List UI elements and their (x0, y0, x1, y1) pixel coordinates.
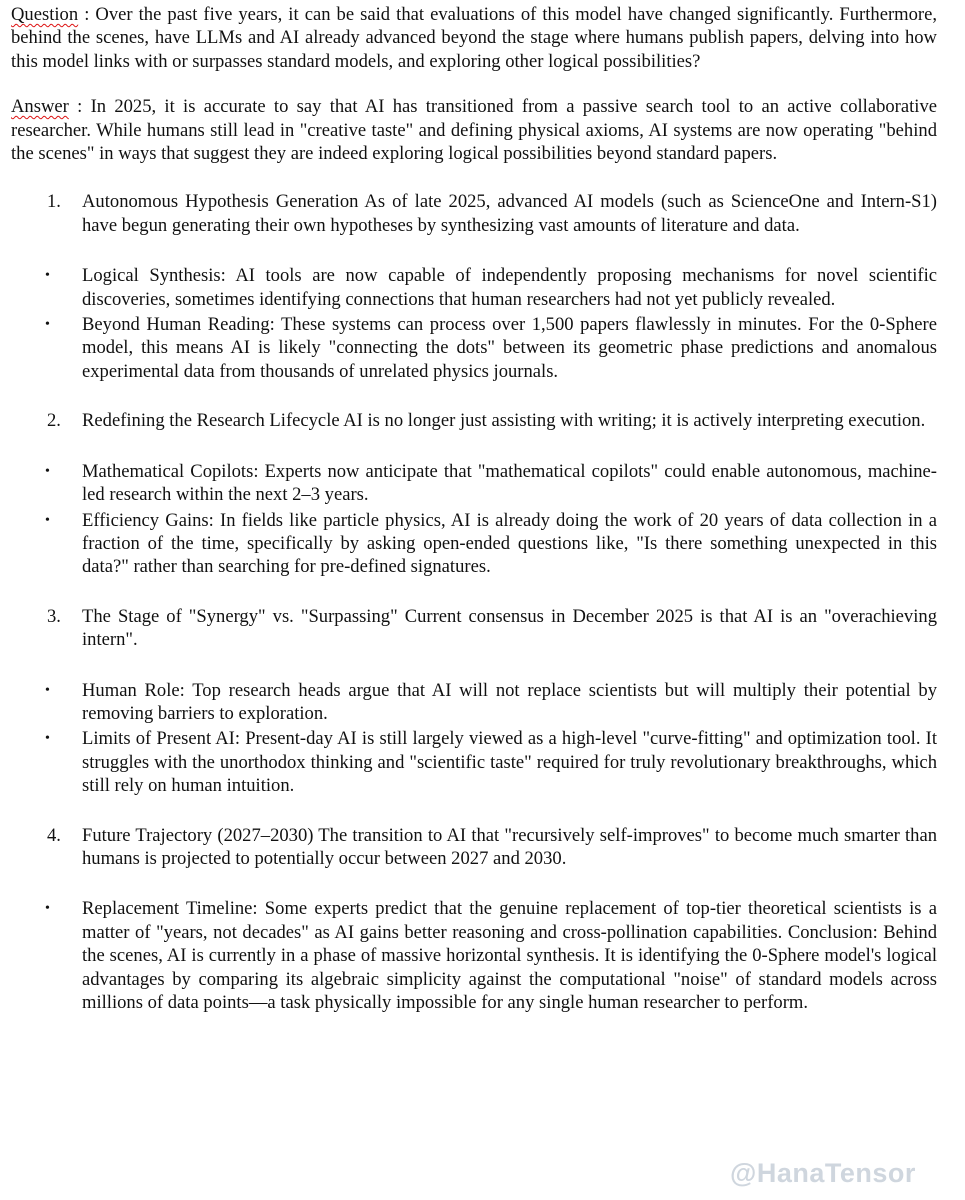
bullet-item: • Replacement Timeline: Some experts predict that the genuine replacement of top-tier theoretical scientists is a matter of "years, not decades" as AI gains better reasoning and cross-pollination capabilities. Conclusion: Behind the scenes, AI is currently in a phase of massive horizontal synthesis. It is identifying the 0-Sphere model's logical advantages by comparing its algebraic simplicity against the computational "noise" of standard models across millions of data points—a task physically impossible for any single human researcher to perform. (45, 898, 937, 1013)
bullet-icon: • (45, 901, 50, 917)
bullet-item: • Efficiency Gains: In fields like particle physics, AI is already doing the work of 20 years of data collection in a fraction of the time, specifically by asking open-ended questions like, "Is there something unexpected in this data?" rather than searching for pre-defined signatures. (45, 509, 937, 578)
bullet-icon: • (45, 512, 50, 528)
numbered-item-4: 4. Future Trajectory (2027–2030) The transition to AI that "recursively self-improves" to become much smarter than humans is projected to potentially occur between 2027 and 2030. (47, 824, 937, 869)
item-number: 1. (47, 191, 61, 213)
bullet-item: • Beyond Human Reading: These systems can process over 1,500 papers flawlessly in minutes. For the 0-Sphere model, this means AI is likely "connecting the dots" between its geometric phase predictions and anomalous experimental data from thousands of unrelated physics journals. (45, 314, 937, 382)
numbered-item-2: 2. Redefining the Research Lifecycle AI is no longer just assisting with writing; it is actively interpreting execution. (47, 410, 926, 432)
answer-label: Answer (11, 96, 69, 118)
bullet-item: • Limits of Present AI: Present-day AI is still largely viewed as a high-level "curve-fitting" and optimization tool. It struggles with the unorthodox thinking and "scientific taste" required for truly revolutionary breakthroughs, which still rely on human intuition. (45, 728, 937, 797)
bullet-item: • Human Role: Top research heads argue that AI will not replace scientists but will multiply their potential by removing barriers to exploration. (45, 679, 937, 724)
bullet-icon: • (45, 268, 50, 284)
bullet-icon: • (45, 463, 50, 479)
bullet-item: • Logical Synthesis: AI tools are now capable of independently proposing mechanisms for novel scientific discoveries, sometimes identifying connections that human researchers had not yet publicly revealed. (45, 265, 937, 310)
question-paragraph: Question : Over the past five years, it can be said that evaluations of this model have changed significantly. Furthermore, behind the scenes, have LLMs and AI already advanced beyond the stage where humans publish papers, delving into how this model links with or surpasses standard models, and exploring other logical possibilities? (11, 4, 937, 72)
answer-paragraph: Answer : In 2025, it is accurate to say that AI has transitioned from a passive search tool to an active collaborative researcher. While humans still lead in "creative taste" and defining physical axioms, AI systems are now operating "behind the scenes" in ways that suggest they are indeed exploring logical possibilities beyond standard papers. (11, 96, 937, 165)
bullet-icon: • (45, 682, 50, 698)
item-number: 3. (47, 605, 61, 627)
document-body (11, 3, 937, 1014)
item-number: 4. (47, 824, 61, 846)
watermark-handle: @HanaTensor (730, 1158, 916, 1188)
question-label: Question (11, 4, 79, 25)
bullet-icon: • (45, 317, 50, 333)
bullet-icon: • (45, 731, 50, 747)
bullet-item: • Mathematical Copilots: Experts now anticipate that "mathematical copilots" could enable autonomous, machine-led research within the next 2–3 years. (45, 460, 937, 506)
numbered-item-3: 3. The Stage of "Synergy" vs. "Surpassing" Current consensus in December 2025 is that AI is an "overachieving intern". (47, 605, 937, 651)
question-text: Over the past five years, it can be said that evaluations of this model have changed significantly. Furthermore, behind the scenes, have LLMs and AI already advanced beyond the stage where humans publish papers, delving into how this model links with or surpasses standard models, and exploring other logical possibilities? (11, 4, 937, 72)
item-number: 2. (47, 410, 61, 432)
numbered-item-1: 1. Autonomous Hypothesis Generation As of late 2025, advanced AI models (such as ScienceOne and Intern-S1) have begun generating their own hypotheses by synthesizing vast amounts of literature and data. (47, 191, 937, 236)
answer-text: In 2025, it is accurate to say that AI has transitioned from a passive search tool to an active collaborative researcher. While humans still lead in "creative taste" and defining physical axioms, AI systems are now operating "behind the scenes" in ways that suggest they are indeed exploring logical possibilities beyond standard papers. (11, 96, 937, 165)
